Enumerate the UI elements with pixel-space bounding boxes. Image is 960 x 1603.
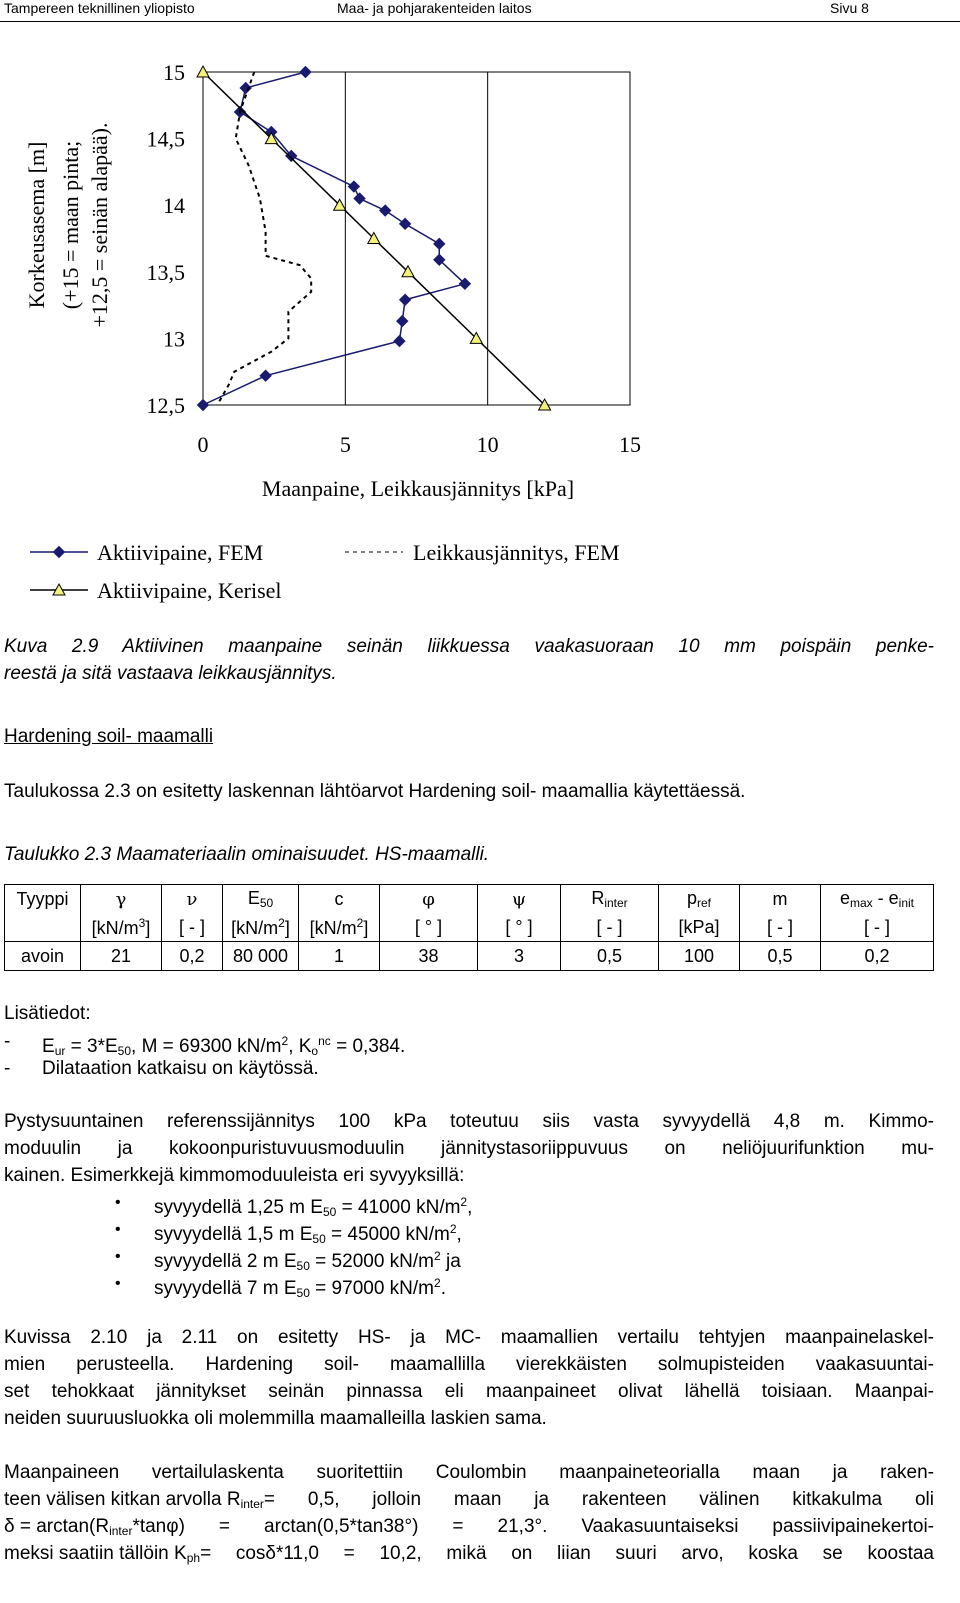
para3-line-2: teen välisen kitkan arvolla $R_{inter}$ = 0,5, jolloin maan ja rakenteen välinen kitkakulma oli <box>4 1489 934 1511</box>
table-row <box>5 942 934 971</box>
cell-e: 0,2 <box>821 942 934 971</box>
bullet-3-icon: • <box>115 1248 121 1265</box>
y-tick-label: 13 <box>163 326 185 352</box>
cell-psi: 3 <box>478 942 561 971</box>
para1-line-1: Pystysuuntainen referenssijännitys 100 kPa toteutuu siis vasta syvyydellä 4,8 m. Kimmo- <box>4 1111 934 1132</box>
y-axis-title <box>24 122 112 327</box>
notes-heading: Lisätiedot: <box>4 1003 91 1024</box>
plot-area <box>203 72 630 405</box>
para3-line-4: meksi saatiin tällöin $K_{ph}$ = cosδ*11,0 = 10,2, mikä on liian suuri arvo, koska se koostaa <box>4 1543 934 1565</box>
properties-table <box>4 884 934 971</box>
data-point-diamond <box>54 547 65 558</box>
header-right: Sivu 8 <box>830 0 869 16</box>
chart-svg <box>0 30 960 620</box>
unit-rinter: [ - ] <box>561 913 659 942</box>
cell-type: avoin <box>5 942 81 971</box>
unit-gamma: $[kN/m^3]$ <box>81 913 162 942</box>
para2-line-3: set tehokkaat jännitykset seinän pinnassa eli maanpaineet olivat lähellä toisiaan. Maanpai- <box>4 1381 934 1402</box>
cell-c: 1 <box>299 942 380 971</box>
x-tick-label: 5 <box>339 432 351 457</box>
bullet-item-3: syvyydellä 2 m $E_{50} = 52000$ $kN/m^2$ ja <box>154 1249 461 1273</box>
table-header-row <box>5 885 934 914</box>
section-intro: Taulukossa 2.3 on esitetty laskennan lähtöarvot Hardening soil- maamallia käytettäessä. <box>4 781 746 802</box>
cell-gamma: 21 <box>81 942 162 971</box>
header-left: Tampereen teknillinen yliopisto <box>4 0 195 16</box>
x-axis-title: Maanpaine, Leikkausjännitys [kPa] <box>261 476 575 501</box>
header-psi: ψ <box>478 885 561 914</box>
para1-line-3: kainen. Esimerkkejä kimmomoduuleista eri syvyyksillä: <box>4 1165 465 1186</box>
header-rinter: $R_{inter}$ <box>561 885 659 914</box>
header-rule <box>0 21 960 22</box>
bullet-1-icon: • <box>115 1194 121 1211</box>
x-tick-label: 10 <box>476 432 499 457</box>
legend <box>30 540 620 603</box>
unit-c: $[kN/m^2]$ <box>299 913 380 942</box>
header-c: c <box>299 885 380 914</box>
bullet-2-icon: • <box>115 1221 121 1238</box>
unit-phi: [ ° ] <box>380 913 478 942</box>
header-phi: φ <box>380 885 478 914</box>
y-tick-label: 13,5 <box>146 259 185 285</box>
cell-pref: 100 <box>659 942 740 971</box>
bullet-item-1: syvyydellä 1,25 m $E_{50} = 41000$ $kN/m^2$, <box>154 1195 473 1219</box>
notes-item-2: Dilataation katkaisu on käytössä. <box>42 1058 319 1079</box>
y-tick-label: 14 <box>163 193 185 219</box>
para3-line-3: $\delta = \arctan(R_{inter}$ *tanφ) = arctan(0,5*tan38°) = 21,3°. Vaakasuuntaiseksi passiivipainekertoi- <box>4 1516 934 1538</box>
chart <box>0 30 960 620</box>
bullet-item-4: syvyydellä 7 m $E_{50} = 97000$ $kN/m^2$. <box>154 1276 446 1300</box>
header-tyyppi: Tyyppi <box>5 885 81 914</box>
header-nu: ν <box>162 885 223 914</box>
y-tick-label: 14,5 <box>146 126 185 152</box>
notes-item-1: $E_{ur} = 3*E_{50}$, M = 69300 $kN/m^2$, $K_o^{nc} = 0,384$. <box>42 1034 406 1058</box>
cell-m: 0,5 <box>740 942 821 971</box>
unit-nu: [ - ] <box>162 913 223 942</box>
legend-label: Leikkausjännitys, FEM <box>413 540 620 565</box>
y-tick-label: 12,5 <box>146 393 185 418</box>
header-e: $e_{max} - e_{init}$ <box>821 885 934 914</box>
unit-e50: $[kN/m^2]$ <box>223 913 299 942</box>
bullet-4-icon: • <box>115 1275 121 1292</box>
cell-nu: 0,2 <box>162 942 223 971</box>
y-axis-title-line: Korkeusasema [m] <box>24 141 49 309</box>
y-tick-label: 15 <box>163 60 185 85</box>
unit-pref: [kPa] <box>659 913 740 942</box>
unit-empty <box>5 913 81 942</box>
cell-phi: 38 <box>380 942 478 971</box>
header-gamma: γ <box>81 885 162 914</box>
table-caption: Taulukko 2.3 Maamateriaalin ominaisuudet. HS-maamalli. <box>4 844 490 865</box>
notes-dash-1: - <box>4 1031 11 1052</box>
unit-psi: [ ° ] <box>478 913 561 942</box>
para2-line-2: mien perusteella. Hardening soil- maamallilla vierekkäisten solmupisteiden vaakasuuntai- <box>4 1354 934 1375</box>
x-tick-label: 15 <box>619 432 641 457</box>
y-axis-title-line: +12,5 = seinän alapää). <box>87 122 112 328</box>
y-axis-title-line: (+15 = maan pinta; <box>58 140 83 310</box>
header-center: Maa- ja pohjarakenteiden laitos <box>337 0 532 16</box>
bullet-item-2: syvyydellä 1,5 m $E_{50} = 45000$ $kN/m^2$, <box>154 1222 462 1246</box>
legend-label: Aktiivipaine, Kerisel <box>97 578 282 603</box>
unit-e: [ - ] <box>821 913 934 942</box>
header-pref: $p_{ref}$ <box>659 885 740 914</box>
figure-caption-line-1: Kuva 2.9 Aktiivinen maanpaine seinän liikkuessa vaakasuoraan 10 mm poispäin penke- <box>4 636 934 657</box>
legend-label: Aktiivipaine, FEM <box>97 540 264 565</box>
para3-line-1: Maanpaineen vertailulaskenta suoritettiin Coulombin maanpaineteorialla maan ja raken- <box>4 1462 934 1483</box>
unit-m: [ - ] <box>740 913 821 942</box>
header-m: m <box>740 885 821 914</box>
x-tick-label: 0 <box>197 432 209 457</box>
para2-line-1: Kuvissa 2.10 ja 2.11 on esitetty HS- ja MC- maamallien vertailu tehtyjen maanpainelaskel- <box>4 1327 934 1348</box>
para1-line-2: moduulin ja kokoonpuristuvuusmoduulin jännitystasoriippuvuus on neliöjuurifunktion mu- <box>4 1138 934 1159</box>
figure-caption-line-2: reestä ja sitä vastaava leikkausjännitys. <box>4 663 337 684</box>
table-units-row <box>5 913 934 942</box>
para2-line-4: neiden suuruusluokka oli molemmilla maamalleilla laskien sama. <box>4 1408 547 1429</box>
cell-e50: 80 000 <box>223 942 299 971</box>
section-heading: Hardening soil- maamalli <box>4 726 214 747</box>
cell-rinter: 0,5 <box>561 942 659 971</box>
header-e50: $E_{50}$ <box>223 885 299 914</box>
notes-dash-2: - <box>4 1058 11 1079</box>
